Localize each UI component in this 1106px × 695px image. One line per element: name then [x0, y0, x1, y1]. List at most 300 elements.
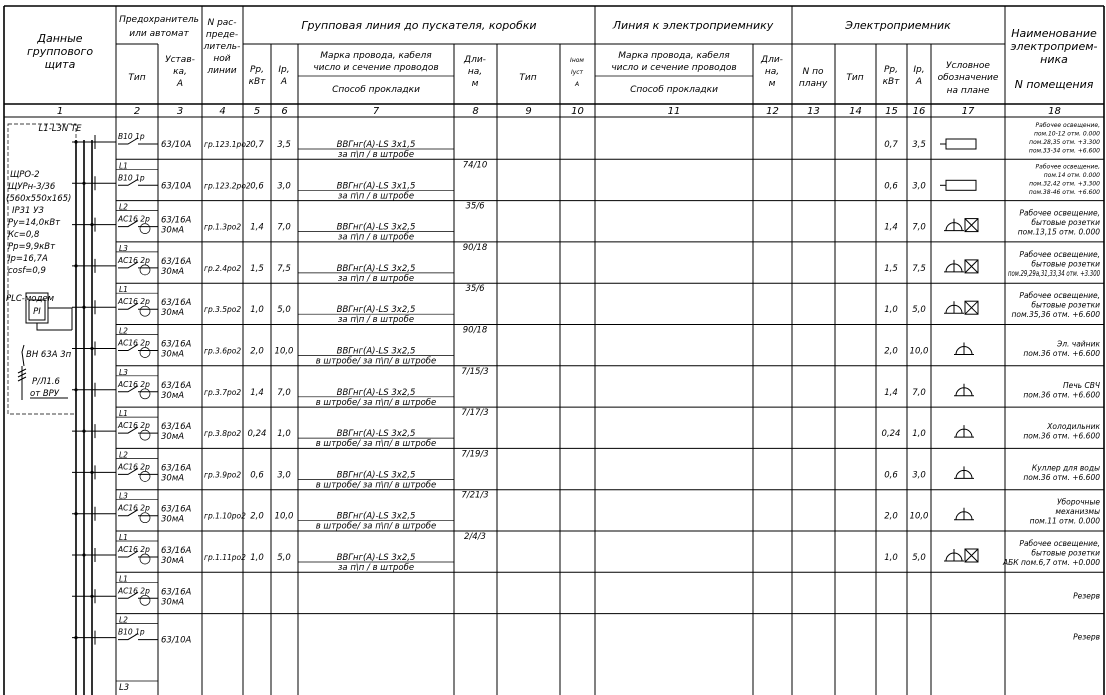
socket-icon — [944, 301, 964, 313]
setting-value: 63/10А — [161, 635, 192, 646]
receiver-current: 3,0 — [912, 181, 926, 192]
column-number: 12 — [766, 106, 779, 117]
column-numbers — [57, 106, 1061, 117]
modem-box-label: PI — [33, 307, 41, 317]
cable-type: ВВГнг(А)-LS 3х2,5 — [336, 429, 416, 440]
line-id: гр.3.7ро2 — [204, 387, 242, 397]
laying-method: за п\п / в штробе — [337, 273, 415, 284]
setting-value: 63/16А — [161, 215, 192, 226]
cable-type: ВВГнг(А)-LS 3х2,5 — [336, 553, 416, 563]
laying-method: за п\п / в штробе — [337, 191, 415, 202]
switch-symbol — [22, 345, 24, 366]
device-type: АС16 2р — [118, 338, 150, 348]
col6-line1: Iр, — [278, 65, 290, 75]
column-number: 3 — [176, 106, 184, 117]
setting-value: 63/16А — [161, 380, 192, 391]
receiver-name: Рабочее освещение, — [1019, 291, 1100, 301]
column-number: 2 — [133, 106, 141, 117]
socket-icon — [944, 260, 964, 272]
receiver-title: Электроприемник — [845, 19, 951, 32]
col17-line2: обозначение — [937, 73, 999, 83]
cable-length: 35/6 — [465, 201, 485, 212]
column-number: 15 — [885, 106, 898, 117]
socket-icon — [954, 508, 974, 520]
device-type: В10 1р — [118, 173, 145, 183]
group-current: 10,0 — [274, 346, 294, 357]
socket-icon — [954, 343, 974, 355]
cable-length: 7/15/3 — [461, 366, 489, 377]
column-number: 14 — [849, 106, 862, 117]
receiver-power: 1,0 — [884, 553, 898, 563]
table-row — [72, 325, 1104, 367]
col8-line1: Дли- — [464, 55, 486, 65]
receiver-name: пом.36 отм. +6.600 — [1023, 431, 1100, 441]
line-id: гр.1.10ро2 — [204, 511, 246, 521]
rcd-symbol — [140, 389, 150, 399]
cable-length: 90/18 — [462, 325, 488, 336]
receiver-power: 2,0 — [884, 511, 898, 522]
table-row — [72, 531, 1104, 573]
device-type: В10 1р — [118, 627, 145, 637]
col5-line1: Рр, — [249, 65, 265, 75]
panel-ip: IP31 УЗ — [12, 206, 44, 216]
column-number: 1 — [56, 106, 64, 117]
setting-value: 30мА — [161, 514, 185, 525]
phase-label: L3 — [119, 367, 128, 377]
receiver-name: бытовые розетки — [1031, 218, 1100, 228]
column-number: 4 — [219, 106, 226, 117]
socket-icon — [944, 219, 964, 231]
receiver-current: 3,0 — [912, 470, 926, 481]
panel-name: ЩРО-2 — [10, 170, 40, 180]
laying-method: в штробе/ за п\п/ в штробе — [315, 356, 437, 367]
group-current: 3,0 — [277, 181, 291, 192]
socket-icon — [954, 466, 974, 478]
phase-label: L1 — [119, 161, 128, 171]
col16-line1: Iр, — [913, 65, 925, 75]
setting-value: 63/10А — [161, 140, 192, 150]
phase-label: L3 — [119, 243, 128, 253]
receiver-power: 0,24 — [881, 429, 901, 440]
receiver-current: 10,0 — [909, 346, 929, 357]
col18-line2: электроприем- — [1010, 40, 1098, 53]
receiver-name: механизмы — [1055, 507, 1100, 517]
col3-line1: Устав- — [165, 55, 195, 65]
feed-label-2: от ВРУ — [30, 389, 59, 399]
bus-junction — [74, 512, 77, 515]
modem-wire — [48, 308, 72, 330]
group-power: 2,0 — [250, 346, 264, 357]
modem-label: PLC-модем — [6, 294, 54, 304]
bus-junction — [74, 264, 77, 267]
rcd-symbol — [140, 306, 150, 316]
line-id: гр.3.6ро2 — [204, 346, 242, 356]
column-number: 17 — [961, 106, 975, 117]
table-row — [72, 122, 1100, 160]
group-current: 10,0 — [274, 511, 294, 522]
junction-box-cross — [965, 260, 978, 273]
group-power: 1,4 — [250, 222, 264, 233]
group-power: 1,0 — [250, 553, 264, 563]
receiver-current: 5,0 — [912, 553, 926, 563]
receiver-name: Печь СВЧ — [1062, 380, 1100, 390]
table-row — [72, 242, 1104, 284]
group-power: 2,0 — [250, 511, 264, 522]
receiver-name: Рабочее освещение, — [1035, 163, 1100, 171]
device-type: АС16 2р — [118, 255, 150, 265]
cable-type: ВВГнг(А)-LS 3х1,5 — [336, 140, 416, 150]
col11-top-line2: число и сечение проводов — [611, 63, 737, 73]
col2-label: Тип — [128, 73, 146, 83]
col15-line1: Рр, — [883, 65, 899, 75]
phase-label: L2 — [119, 450, 128, 460]
receiver-current: 7,0 — [912, 222, 926, 233]
phase-label: L1 — [119, 574, 128, 584]
col12-line1: Дли- — [761, 55, 783, 65]
col4-line1: N рас- — [207, 18, 237, 28]
cable-type: ВВГнг(А)-LS 3х2,5 — [336, 222, 416, 233]
group-current: 5,0 — [277, 553, 291, 563]
cable-length: 7/19/3 — [461, 449, 489, 460]
setting-value: 63/16А — [161, 463, 192, 474]
laying-method: за п\п / в штробе — [337, 563, 415, 573]
receiver-current: 7,5 — [912, 263, 926, 274]
device-type: В10 1р — [118, 132, 145, 141]
socket-icon — [954, 384, 974, 396]
col9-label: Тип — [519, 73, 537, 83]
rcd-symbol — [140, 595, 150, 605]
rcd-symbol — [140, 265, 150, 275]
receiver-name: пом.36 отм. +6.600 — [1023, 390, 1100, 400]
table-row — [72, 572, 1104, 607]
laying-method: за п\п / в штробе — [337, 232, 415, 243]
device-type: АС16 2р — [118, 421, 150, 431]
phase-label: L3 — [119, 491, 128, 501]
receiver-name: Эл. чайник — [1056, 339, 1100, 349]
setting-value: 30мА — [161, 556, 185, 566]
col7-top-line2: число и сечение проводов — [313, 63, 439, 73]
group-line-title: Групповая линия до пускателя, коробки — [301, 19, 537, 32]
receiver-name: Рабочее освещение, — [1035, 122, 1100, 129]
line-to-receiver-title: Линия к электроприемнику — [612, 19, 774, 32]
group-current: 3,5 — [277, 140, 291, 150]
cable-length: 7/17/3 — [461, 408, 489, 419]
col4-line3: литель- — [203, 42, 241, 52]
table-row — [72, 283, 1104, 325]
feed-label-1: Р/Л1.6 — [32, 377, 60, 387]
lamp-icon — [946, 139, 976, 149]
cable-length: 35/6 — [465, 284, 485, 295]
group-current: 7,0 — [277, 222, 291, 233]
lamp-icon — [946, 180, 976, 190]
col23-top-line1: Предохранитель — [119, 15, 199, 25]
group-power: 1,4 — [250, 387, 264, 398]
bus-junction — [90, 347, 93, 350]
setting-value: 30мА — [161, 432, 185, 443]
receiver-name: пом.29,29а,31,33,34 отм. +3.300 — [1008, 268, 1101, 278]
col17-line1: Условное — [946, 61, 990, 71]
laying-method: в штробе/ за п\п/ в штробе — [315, 480, 437, 491]
laying-method: в штробе/ за п\п/ в штробе — [315, 439, 437, 450]
rcd-symbol — [140, 513, 150, 523]
receiver-power: 0,6 — [884, 181, 898, 192]
receiver-name: бытовые розетки — [1031, 300, 1100, 310]
receiver-name: Рабочее освещение, — [1019, 208, 1100, 218]
setting-value: 30мА — [161, 390, 185, 401]
table-row — [72, 366, 1104, 408]
receiver-name: пом.32,42 отм. +3.300 — [1029, 180, 1100, 188]
line-id: гр.2.4ро2 — [204, 263, 242, 273]
line-id: гр.3.8ро2 — [204, 429, 242, 439]
receiver-name: бытовые розетки — [1031, 259, 1100, 269]
panel-cosf: cosf=0,9 — [8, 266, 46, 276]
setting-value: 63/16А — [161, 339, 192, 350]
body-grid — [116, 117, 1005, 695]
receiver-name: пом.35,36 отм. +6.600 — [1011, 310, 1100, 320]
line-id: гр.123.1ро2 — [204, 140, 251, 149]
receiver-name: бытовые розетки — [1031, 548, 1100, 558]
receiver-name: Резерв — [1073, 591, 1100, 601]
group-current: 1,0 — [277, 429, 291, 440]
device-type: АС16 2р — [118, 545, 150, 554]
setting-value: 63/16А — [161, 504, 192, 515]
cable-length: 74/10 — [462, 160, 488, 171]
rcd-symbol — [140, 430, 150, 440]
column-number: 7 — [372, 106, 380, 117]
laying-method: за п\п / в штробе — [337, 150, 415, 160]
receiver-name: пом.33-34 отм. +6.600 — [1028, 147, 1100, 155]
socket-icon — [954, 425, 974, 437]
group-current: 7,5 — [277, 263, 291, 274]
col10-line2: Iуст — [570, 69, 584, 76]
col16-line2: А — [915, 77, 923, 87]
bus-junction — [90, 471, 93, 474]
col18-line1: Наименование — [1011, 27, 1097, 40]
col4-line5: линии — [207, 66, 237, 76]
column-number: 18 — [1048, 106, 1061, 117]
column-number: 10 — [571, 106, 584, 117]
col8-line3: м — [471, 79, 479, 89]
col14-label: Тип — [846, 73, 864, 83]
phase-label: L2 — [119, 326, 128, 336]
receiver-name: пом.14 отм. 0.000 — [1043, 171, 1100, 179]
header-text — [27, 15, 1098, 96]
bus-junction — [74, 636, 77, 639]
column-number: 5 — [253, 106, 261, 117]
panel-current: Iр=16,7А — [8, 254, 48, 264]
laying-method: в штробе/ за п\п/ в штробе — [315, 397, 437, 408]
setting-value: 63/16А — [161, 587, 192, 598]
group-power: 0,6 — [250, 470, 264, 481]
receiver-name: Куллер для воды — [1031, 463, 1100, 473]
cable-type: ВВГнг(А)-LS 3х2,5 — [336, 305, 416, 316]
col12-line3: м — [768, 79, 776, 89]
column-number: 9 — [525, 106, 532, 117]
col4-line4: ной — [213, 54, 231, 64]
cable-type: ВВГнг(А)-LS 3х2,5 — [336, 346, 416, 357]
phase-label: L1 — [119, 285, 128, 295]
receiver-power: 1,5 — [884, 263, 898, 274]
group-current: 3,0 — [277, 470, 291, 481]
group-power: 0,7 — [250, 140, 264, 150]
bus-junction — [82, 430, 85, 433]
group-power: 0,6 — [250, 181, 264, 192]
col10-line1: Iном — [570, 57, 584, 64]
cable-type: ВВГнг(А)-LS 3х1,5 — [336, 181, 416, 192]
laying-method: в штробе/ за п\п/ в штробе — [315, 521, 437, 532]
phase-label: L1 — [119, 409, 128, 419]
rcd-symbol — [140, 348, 150, 358]
device-type: АС16 2р — [118, 379, 150, 389]
switch-label: ВН 63А 3п — [26, 350, 72, 360]
last-phase-label: L3 — [119, 683, 130, 693]
cable-length: 90/18 — [462, 242, 488, 253]
cable-type: ВВГнг(А)-LS 3х2,5 — [336, 387, 416, 398]
group-power: 1,5 — [250, 263, 264, 274]
device-type: АС16 2р — [118, 503, 150, 513]
setting-value: 63/16А — [161, 298, 192, 309]
col6-line2: А — [280, 77, 288, 87]
col7-top-line1: Марка провода, кабеля — [320, 51, 432, 61]
line-id: гр.123.2ро2 — [204, 181, 251, 191]
line-id: гр.1.3ро2 — [204, 222, 242, 232]
setting-value: 63/16А — [161, 546, 192, 556]
setting-value: 30мА — [161, 308, 185, 319]
receiver-name: пом.28,35 отм. +3.300 — [1029, 139, 1100, 146]
phase-label: L1 — [119, 533, 128, 542]
receiver-power: 1,0 — [884, 305, 898, 316]
panel-phases: L1-L3N TE — [38, 124, 82, 134]
column-number: 6 — [281, 106, 288, 117]
bus-junction — [90, 223, 93, 226]
receiver-name: пом.36 отм. +6.600 — [1023, 472, 1100, 482]
line-id: гр.3.9ро2 — [204, 470, 242, 480]
col11-bottom: Способ прокладки — [630, 85, 718, 95]
line-id: гр.3.5ро2 — [204, 305, 242, 315]
setting-value: 30мА — [161, 349, 185, 360]
col1-line1: Данные — [37, 32, 83, 45]
col13-line1: N по — [802, 67, 824, 77]
bus-junction — [82, 306, 85, 309]
receiver-power: 0,7 — [884, 140, 898, 150]
bus-junction — [74, 388, 77, 391]
column-number: 16 — [912, 106, 926, 117]
col3-line2: ка, — [173, 67, 187, 77]
receiver-name: АБК пом.6,7 отм. +0.000 — [1003, 558, 1100, 567]
receiver-current: 7,0 — [912, 387, 926, 398]
col4-line2: преде- — [205, 30, 239, 40]
panel-kc: Кс=0,8 — [8, 230, 40, 240]
table-row — [72, 614, 1104, 646]
setting-value: 63/16А — [161, 256, 192, 267]
panel-cabinet: ЩУРн-3/36 — [8, 182, 56, 192]
receiver-power: 1,4 — [884, 222, 898, 233]
col18-line4: N помещения — [1014, 78, 1094, 91]
col15-line2: кВт — [882, 77, 900, 87]
group-current: 5,0 — [277, 305, 291, 316]
receiver-name: пом.13,15 отм. 0.000 — [1017, 227, 1100, 237]
cable-type: ВВГнг(А)-LS 3х2,5 — [336, 511, 416, 522]
cable-length: 2/4/3 — [464, 532, 486, 542]
junction-box-cross — [965, 219, 978, 232]
col5-line2: кВт — [248, 77, 266, 87]
receiver-name: Уборочные — [1056, 497, 1100, 507]
table-row — [72, 201, 1104, 243]
receiver-current: 1,0 — [912, 429, 926, 440]
column-number: 8 — [472, 106, 479, 117]
cable-length: 7/21/3 — [461, 490, 489, 501]
device-type: АС16 2р — [118, 214, 150, 224]
column-number: 13 — [807, 106, 820, 117]
panel-py: Py=14,0кВт — [8, 218, 61, 228]
group-power: 1,0 — [250, 305, 264, 316]
column-number: 11 — [667, 106, 681, 117]
col23-top-line2: или автомат — [129, 29, 189, 39]
setting-value: 63/10А — [161, 181, 192, 192]
panel-block — [6, 124, 92, 695]
panel-size: (560x550x165) — [6, 194, 72, 204]
group-current: 7,0 — [277, 387, 291, 398]
receiver-power: 2,0 — [884, 346, 898, 357]
line-id: гр.1.11ро2 — [204, 553, 246, 562]
receiver-name: пом.38-46 отм. +6.600 — [1028, 188, 1100, 196]
laying-method: за п\п / в штробе — [337, 315, 415, 326]
receiver-current: 10,0 — [909, 511, 929, 522]
rcd-symbol — [140, 471, 150, 481]
rcd-symbol — [140, 224, 150, 234]
receiver-name: пом.36 отм. +6.600 — [1023, 349, 1100, 358]
bus-junction — [82, 182, 85, 185]
junction-box-cross — [965, 549, 978, 562]
cable-type: ВВГнг(А)-LS 3х2,5 — [336, 263, 416, 274]
receiver-name: пом.11 отм. 0.000 — [1029, 516, 1100, 526]
setting-value: 30мА — [161, 597, 185, 608]
receiver-name: Резерв — [1073, 632, 1100, 642]
junction-box-cross — [965, 301, 978, 314]
device-type: АС16 2р — [118, 586, 150, 596]
col1-line3: щита — [44, 58, 76, 71]
bus-junction — [90, 595, 93, 598]
col3-line3: А — [176, 79, 184, 89]
bus-junction — [82, 553, 85, 556]
setting-value: 30мА — [161, 225, 185, 236]
col13-line2: плану — [798, 79, 828, 89]
socket-icon — [944, 549, 964, 561]
receiver-current: 5,0 — [912, 305, 926, 316]
col10-line3: А — [574, 81, 580, 88]
receiver-name: пом.10-12 отм. 0.000 — [1033, 130, 1100, 138]
receiver-name: Рабочее освещение, — [1019, 539, 1100, 548]
setting-value: 30мА — [161, 266, 185, 277]
rcd-symbol — [140, 554, 150, 564]
receiver-name: Рабочее освещение, — [1019, 249, 1100, 259]
receiver-current: 3,5 — [912, 140, 926, 150]
modem-wire-lower — [37, 323, 72, 330]
col17-line3: на плане — [946, 86, 990, 96]
bus-junction — [74, 140, 77, 143]
col11-top-line1: Марка провода, кабеля — [618, 51, 730, 61]
setting-value: 63/16А — [161, 422, 192, 433]
setting-value: 30мА — [161, 473, 185, 484]
receiver-power: 0,6 — [884, 470, 898, 481]
phase-label: L2 — [119, 615, 128, 625]
table-row — [72, 448, 1104, 490]
table-row — [72, 159, 1104, 201]
receiver-name: Холодильник — [1047, 422, 1100, 432]
table-row — [72, 407, 1104, 449]
col7-bottom: Способ прокладки — [332, 85, 420, 95]
schedule-rows — [72, 122, 1104, 646]
